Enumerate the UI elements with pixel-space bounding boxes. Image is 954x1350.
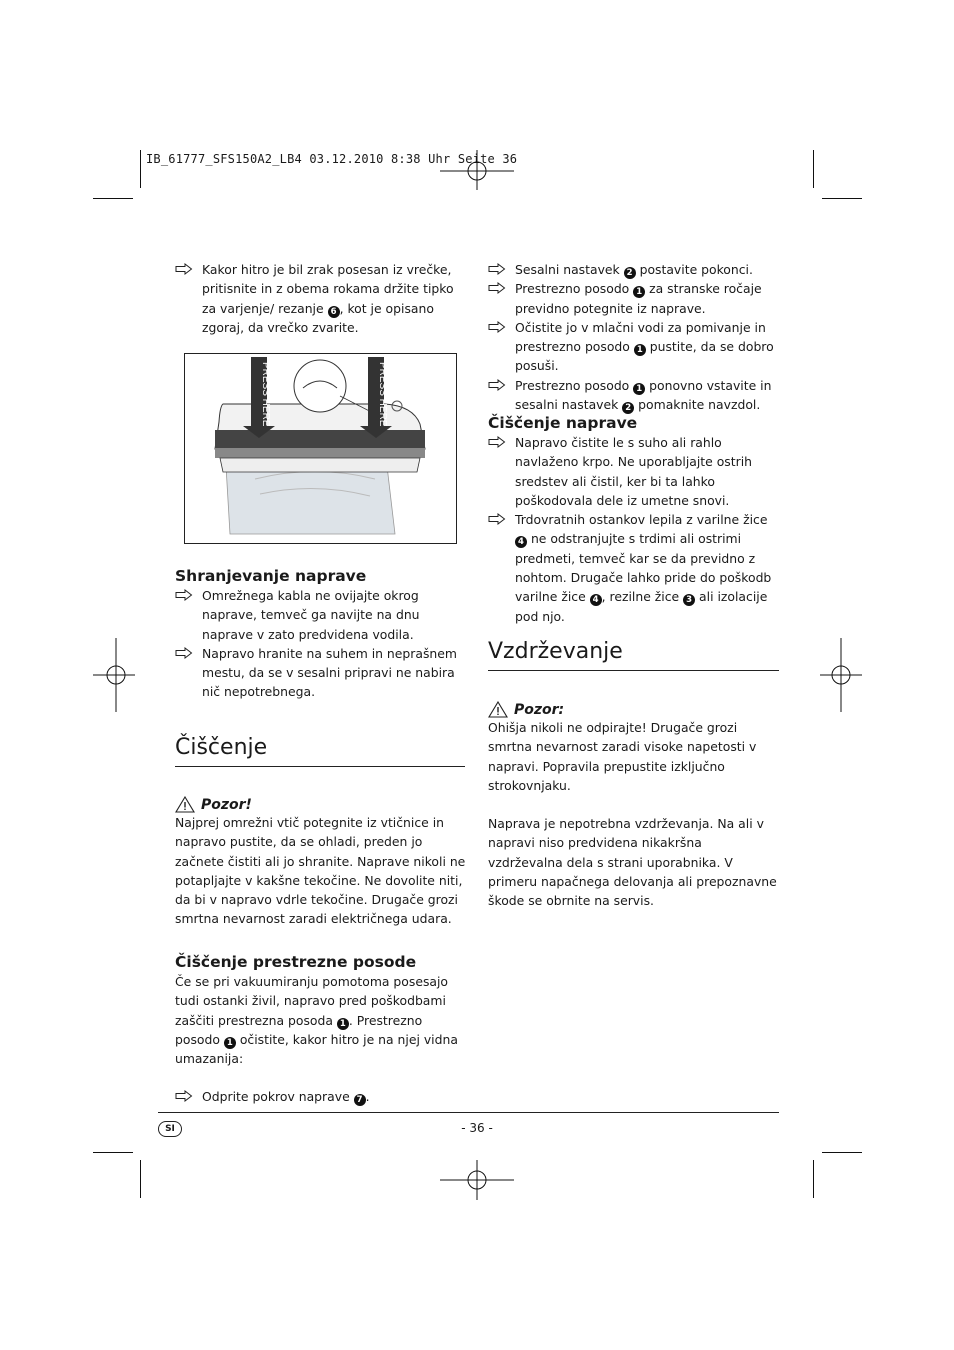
callout-number: 3: [683, 594, 695, 606]
callout-number: 1: [224, 1037, 236, 1049]
callout-number: 1: [634, 344, 646, 356]
storage-section: [175, 566, 467, 702]
warning-heading: Pozor!: [175, 796, 467, 813]
maintenance-section: [488, 638, 779, 671]
warning-text: Najprej omrežni vtič potegnite iz vtičnice in napravo pustite, da se ohladi, preden jo začnete čistiti ali jo shranite. Naprave nikoli ne potapljajte v kakšne tekočine. Ne dovolite niti, da bi v napravo vdrle tekočine. Drugače grozi smrtna nevarnost zaradi električnega udara.: [175, 815, 466, 927]
arrow-icon: [175, 647, 193, 659]
list-item: Trdovratnih ostankov lepila z varilne žice 4 ne odstranjujte s trdimi ali ostrimi predmeti, temveč kar se da previdno z nohtom. Drugače lahko pride do poškodb varilne žice 4 , rezilne žice 3 ali izolacije pod njo.: [488, 510, 780, 626]
device-illustration: [184, 353, 457, 544]
list-item: Odprite pokrov naprave 7 .: [175, 1087, 467, 1106]
press-here-label-left: PRESS HERE: [260, 362, 271, 427]
tray-section: [175, 952, 467, 1068]
arrow-icon: [488, 321, 506, 333]
maintenance-text: Naprava je nepotrebna vzdrževanja. Na ali v napravi niso predvidena nikakršna vzdrževalna dela s strani uporabnika. V primeru napačnega delovanja ali prepoznavne škode se obrnite na servis.: [488, 816, 777, 909]
list-item: Prestrezno posodo 1 ponovno vstavite in sesalni nastavek 2 pomaknite navzdol.: [488, 376, 780, 415]
right-warning: [488, 701, 780, 911]
callout-number: 4: [590, 594, 602, 606]
list-item: Kakor hitro je bil zrak posesan iz vrečke, pritisnite in z obema rokama držite tipko za varjenje/ rezanje 6 , kot je opisano zgoraj, da vrečko zvarite.: [175, 260, 467, 337]
maintenance-title: Vzdrževanje: [488, 639, 623, 664]
list-item: Napravo hranite na suhem in neprašnem mestu, da se v sesalni pripravi ne nabira nič nepotrebnega.: [175, 644, 467, 702]
footer-rule: [158, 1112, 779, 1113]
print-slug: IB_61777_SFS150A2_LB4 03.12.2010 8:38 Uhr Seite 36: [146, 152, 518, 166]
list-item: Omrežnega kabla ne ovijajte okrog naprave, temveč ga navijte na dnu naprave v zato predvidena vodila.: [175, 586, 467, 644]
cleaning-section: [175, 734, 465, 767]
last-step: [175, 1087, 467, 1106]
title-rule: [175, 766, 465, 767]
arrow-icon: [175, 1090, 193, 1102]
vacuum-sealer-figure: [185, 354, 456, 543]
left-warning: [175, 796, 467, 929]
cleaning-title: Čiščenje: [175, 735, 268, 760]
arrow-icon: [175, 589, 193, 601]
callout-number: 1: [633, 286, 645, 298]
list-item: Očistite jo v mlačni vodi za pomivanje in prestrezno posodo 1 pustite, da se dobro posuši.: [488, 318, 780, 376]
callout-number: 1: [633, 383, 645, 395]
list-item: Napravo čistite le s suho ali rahlo navlaženo krpo. Ne uporabljajte ostrih sredstev ali čistil, ker bi ta lahko poškodovala dele iz umetne snovi.: [488, 433, 780, 510]
device-cleaning-section: [488, 413, 780, 626]
warning-heading: Pozor:: [488, 701, 780, 718]
arrow-icon: [488, 513, 506, 525]
page-number: - 36 -: [461, 1121, 493, 1135]
callout-number: 2: [624, 267, 636, 279]
left-column: [175, 260, 467, 337]
callout-number: 6: [328, 306, 340, 318]
title-rule: [488, 670, 779, 671]
warning-icon: [488, 701, 508, 718]
list-item: Prestrezno posodo 1 za stranske ročaje previdno potegnite iz naprave.: [488, 279, 780, 318]
storage-heading: Shranjevanje naprave: [175, 567, 367, 585]
tray-text: Če se pri vakuumiranju pomotoma posesajo tudi ostanki živil, napravo pred poškodbami zaščiti prestrezna posoda 1 . Prestrezno posodo 1 očistite, kakor hitro je na njej vidna umazanija:: [175, 974, 458, 1067]
arrow-icon: [488, 379, 506, 391]
warning-icon: [175, 796, 195, 813]
arrow-icon: [488, 263, 506, 275]
callout-number: 1: [337, 1018, 349, 1030]
callout-number: 4: [515, 536, 527, 548]
arrow-icon: [175, 263, 193, 275]
callout-number: 7: [354, 1094, 366, 1106]
tray-heading: Čiščenje prestrezne posode: [175, 953, 417, 971]
warning-text: Ohišja nikoli ne odpirajte! Drugače grozi smrtna nevarnost zaradi visoke napetosti v napravi. Popravila prepustite izključno strokovnjaku.: [488, 720, 757, 793]
right-steps: [488, 260, 780, 414]
language-badge: SI: [158, 1121, 182, 1137]
arrow-icon: [488, 282, 506, 294]
arrow-icon: [488, 436, 506, 448]
callout-number: 2: [622, 402, 634, 414]
list-item: Sesalni nastavek 2 postavite pokonci.: [488, 260, 780, 279]
device-cleaning-heading: Čiščenje naprave: [488, 414, 638, 432]
press-here-label-right: PRESS HERE: [377, 362, 388, 427]
